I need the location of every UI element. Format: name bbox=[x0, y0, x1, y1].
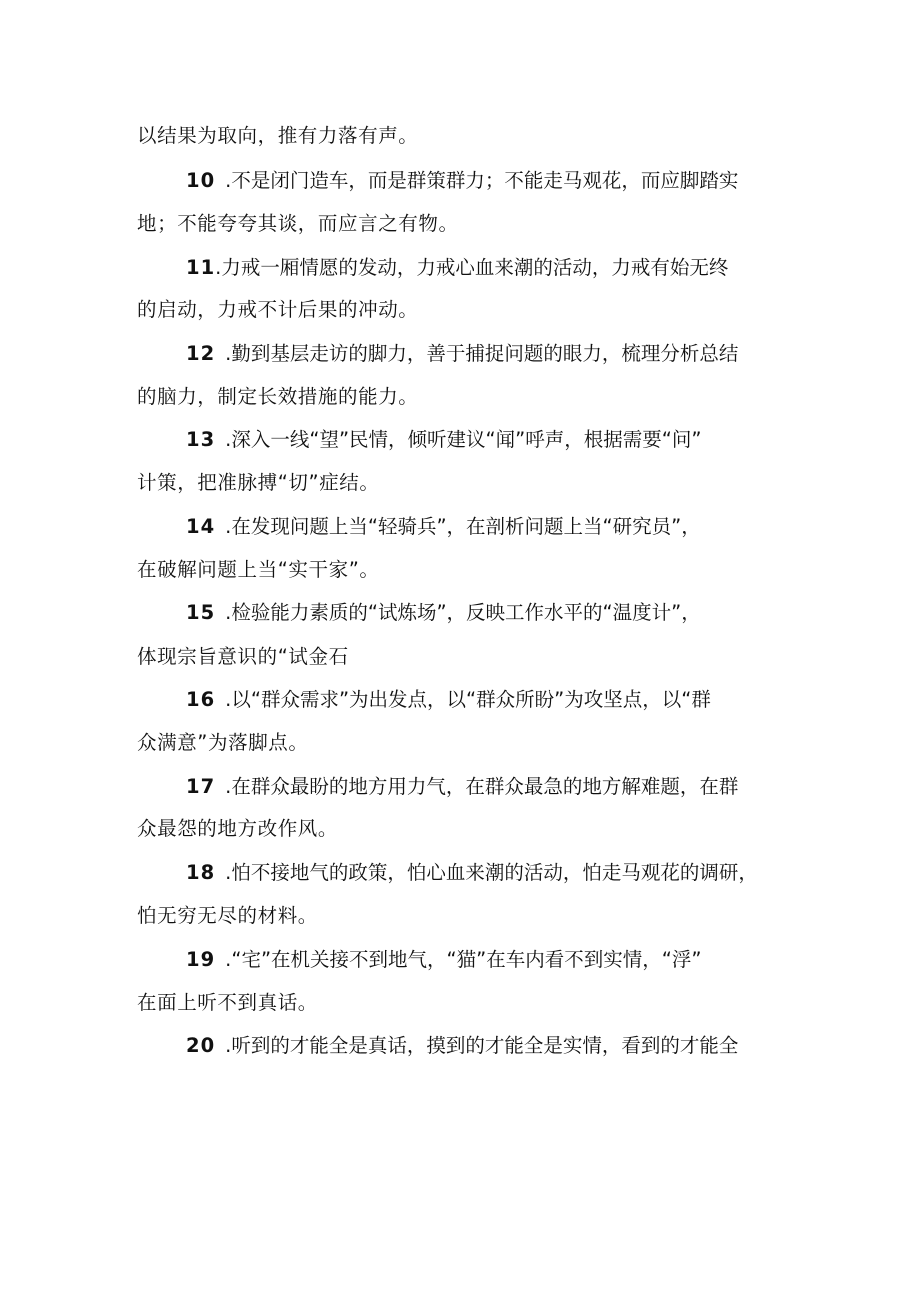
list-item bbox=[186, 861, 758, 885]
item-number: 20 bbox=[186, 1034, 216, 1057]
item-text-line2: 地；不能夸夸其谈，而应言之有物。 bbox=[137, 212, 459, 235]
item-text-line1: .检验能力素质的“试炼场”，反映工作水平的“温度计”， bbox=[225, 601, 701, 624]
item-text-line1: .力戒一厢情愿的发动，力戒心血来潮的活动，力戒有始无终 bbox=[215, 256, 729, 279]
list-item bbox=[186, 1034, 738, 1058]
item-number: 12 bbox=[186, 342, 216, 365]
item-number: 13 bbox=[186, 428, 216, 451]
item-number: 11 bbox=[186, 256, 216, 279]
item-number: 16 bbox=[186, 688, 216, 711]
carryover-line: 以结果为取向，推有力落有声。 bbox=[137, 124, 419, 147]
item-number: 17 bbox=[186, 775, 216, 798]
list-item bbox=[186, 342, 738, 366]
item-text-line1: .听到的才能全是真话，摸到的才能全是实情，看到的才能全 bbox=[225, 1034, 739, 1057]
item-number: 14 bbox=[186, 515, 216, 538]
list-item bbox=[186, 601, 701, 625]
list-item bbox=[186, 169, 738, 193]
item-text-line1: .深入一线“望”民情，倾听建议“闻”呼声，根据需要“问” bbox=[225, 428, 702, 451]
item-text-line2: 在面上听不到真话。 bbox=[137, 991, 318, 1014]
item-text-line1: .怕不接地气的政策，怕心血来潮的活动，怕走马观花的调研， bbox=[225, 861, 758, 884]
list-item bbox=[186, 688, 711, 712]
item-number: 18 bbox=[186, 861, 216, 884]
item-text-line2: 的脑力，制定长效措施的能力。 bbox=[137, 385, 419, 408]
item-text-line2: 众最怨的地方改作风。 bbox=[137, 817, 339, 840]
item-text-line1: .以“群众需求”为出发点，以“群众所盼”为攻坚点，以“群 bbox=[225, 688, 711, 711]
list-item bbox=[186, 428, 701, 452]
item-text-line1: .在群众最盼的地方用力气，在群众最急的地方解难题，在群 bbox=[225, 775, 739, 798]
item-text-line1: .勤到基层走访的脚力，善于捕捉问题的眼力，梳理分析总结 bbox=[225, 342, 739, 365]
list-item bbox=[186, 515, 701, 539]
list-item bbox=[186, 948, 701, 972]
item-text-line2: 众满意”为落脚点。 bbox=[137, 731, 309, 754]
item-text-line2: 在破解问题上当“实干家”。 bbox=[137, 558, 380, 581]
item-number: 19 bbox=[186, 948, 216, 971]
item-text-line2: 的启动，力戒不计后果的冲动。 bbox=[137, 298, 419, 321]
item-text-line1: .不是闭门造车，而是群策群力；不能走马观花，而应脚踏实 bbox=[225, 169, 739, 192]
item-text-line2: 计策，把准脉搏“切”症结。 bbox=[137, 471, 380, 494]
item-number: 15 bbox=[186, 601, 216, 624]
item-text-line2: 体现宗旨意识的“试金石 bbox=[137, 645, 349, 668]
item-number: 10 bbox=[186, 169, 216, 192]
list-item bbox=[186, 775, 738, 799]
item-text-line2: 怕无穷无尽的材料。 bbox=[137, 904, 318, 927]
item-text-line1: .在发现问题上当“轻骑兵”，在剖析问题上当“研究员”， bbox=[225, 515, 701, 538]
list-item bbox=[186, 256, 728, 280]
item-text-line1: .“宅”在机关接不到地气，“猫”在车内看不到实情，“浮” bbox=[225, 948, 702, 971]
